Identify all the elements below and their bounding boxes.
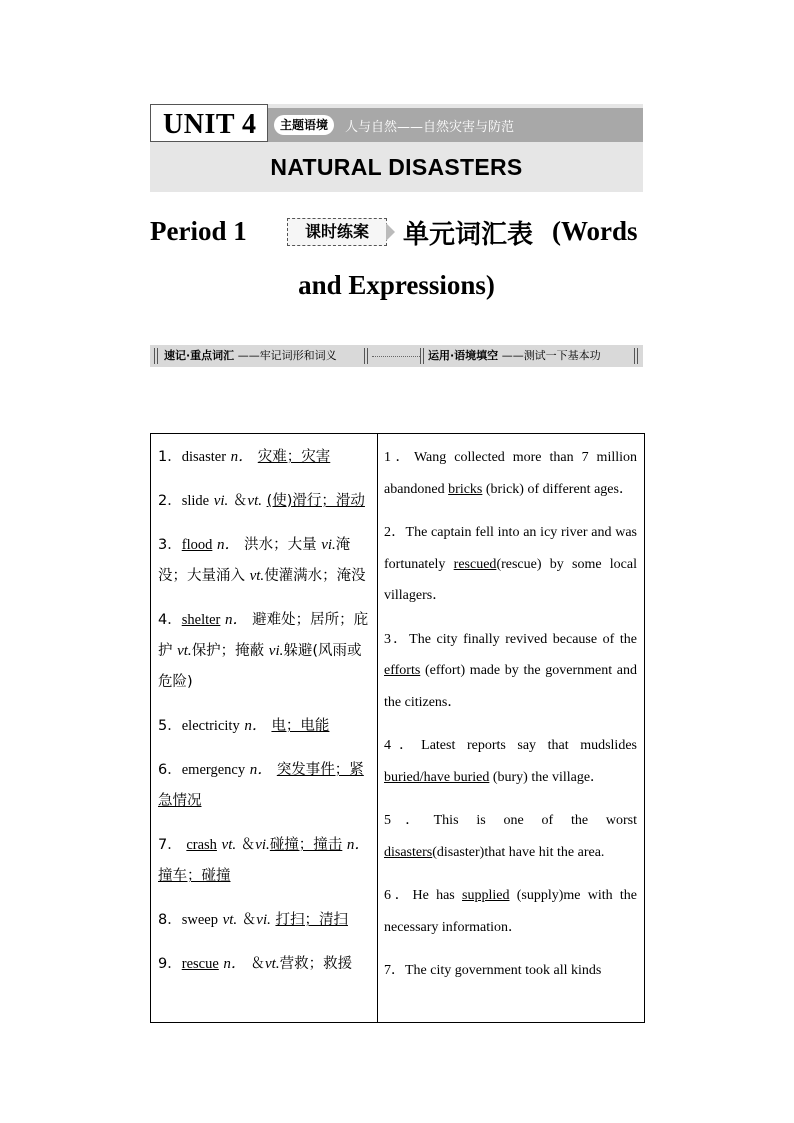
word-item: 5．electricity n． 电；电能 <box>158 718 330 734</box>
word-item: 2．slide vi. ＆vt. (使)滑行；滑动 <box>158 493 365 509</box>
bar-marker-icon <box>634 348 638 364</box>
sentence-item: 2．The captain fell into an icy river and was fortunately rescued(rescue) by some local villagers． <box>384 525 638 603</box>
bar-marker-icon <box>420 348 424 364</box>
word-list-column <box>151 434 378 1023</box>
answer-blank: supplied <box>462 888 510 903</box>
sentence-item: 7．The city government took all kinds <box>384 963 602 978</box>
answer-blank: efforts <box>384 663 421 678</box>
theme-text: 人与自然——自然灾害与防范 <box>345 120 515 135</box>
theme-tag: 主题语境 <box>274 115 334 135</box>
sentence-item: 1．Wang collected more than 7 million abandoned bricks (brick) of different ages． <box>384 450 638 497</box>
vocab-table <box>150 433 645 1023</box>
unit-label: UNIT 4 <box>163 109 257 140</box>
word-item: 4．shelter n． 避难处；居所；庇护 vt.保护；掩蔽 vi.躲避(风雨或危险) <box>158 612 369 690</box>
sentence-column <box>378 434 645 1023</box>
tip-b <box>428 345 601 367</box>
bar-marker-icon <box>154 348 158 364</box>
tip-a-text: ——牢记词形和词义 <box>237 349 337 362</box>
word-item: 8．sweep vt. ＆vi. 打扫；清扫 <box>158 912 348 928</box>
unit-title: NATURAL DISASTERS <box>270 154 523 180</box>
unit-label-box <box>150 104 268 142</box>
answer-blank: bricks <box>448 481 483 497</box>
bar-marker-icon <box>364 348 368 364</box>
tip-a-bold: 速记·重点词汇 <box>164 349 235 362</box>
section-tip-bar <box>150 345 643 367</box>
sentence-item: 4．Latest reports say that mudslides buried/have buried (bury) the village． <box>384 738 637 785</box>
sentence-item: 6．He has supplied (supply)me with the necessary information． <box>384 888 637 935</box>
english-title-part1: (Words <box>552 216 638 246</box>
word-item: 1．disaster n． 灾难；灾害 <box>158 449 331 465</box>
answer-blank: rescued <box>453 556 497 572</box>
word-item: 9．rescue n． ＆vt.营救；救援 <box>158 956 353 972</box>
answer-blank: buried/have buried <box>384 769 490 785</box>
tip-b-text: ——测试一下基本功 <box>501 349 601 362</box>
dotted-divider <box>372 356 420 357</box>
sentence-item: 5．This is one of the worst disasters(disaster)that have hit the area. <box>384 813 637 860</box>
period-heading <box>150 212 643 256</box>
sentence-item: 3．The city finally revived because of the efforts (effort) made by the government and the citizens． <box>384 631 638 710</box>
word-item: 7． crash vt. ＆vi.碰撞；撞击 n．撞车；碰撞 <box>158 837 370 884</box>
tip-a <box>164 345 337 367</box>
tip-b-bold: 运用·语境填空 <box>428 349 499 362</box>
english-title-part2: and Expressions) <box>298 270 495 300</box>
chinese-title: 单元词汇表 <box>403 220 534 250</box>
period-label: Period 1 <box>150 216 247 246</box>
tag-arrow-icon <box>386 223 395 241</box>
lesson-tag: 课时练案 <box>287 218 387 246</box>
word-item: 6．emergency n． 突发事件；紧急情况 <box>158 762 364 809</box>
unit-banner <box>150 104 643 192</box>
word-item: 3．flood n． 洪水；大量 vi.淹没；大量涌入 vt.使灌满水；淹没 <box>158 537 366 584</box>
answer-blank: disasters <box>384 844 433 860</box>
